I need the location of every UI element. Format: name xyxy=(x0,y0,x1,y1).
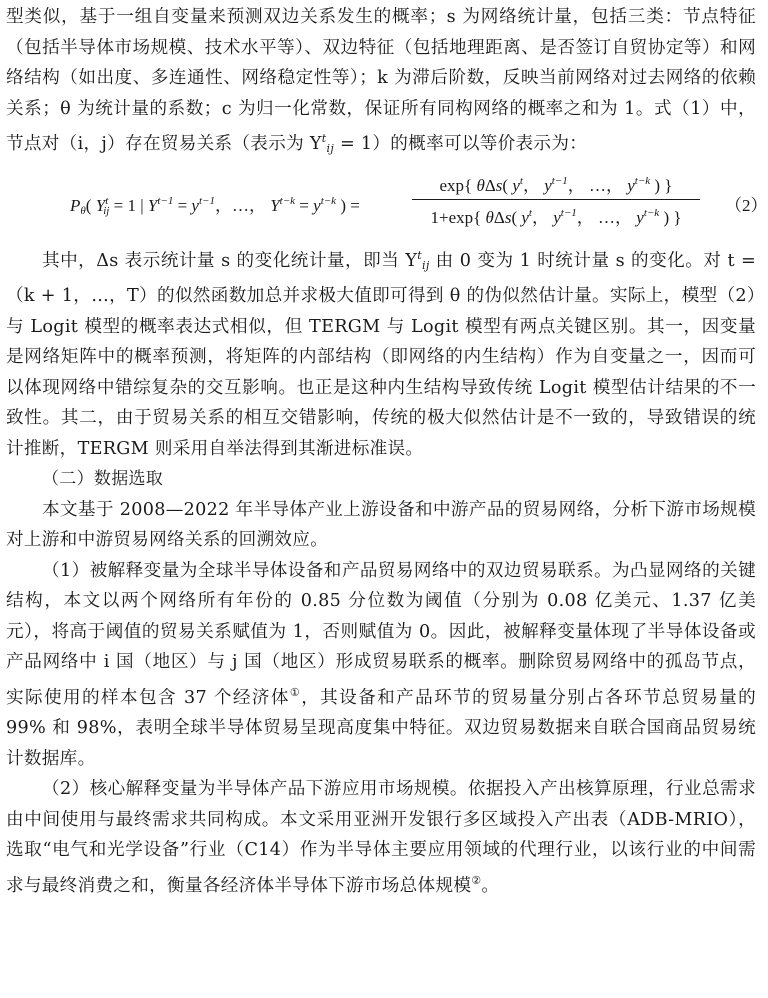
equation-lhs: $P_\theta$( $Y^t_{ij} = 1$ | $Y^{t-1} = y^{t-1}$，…， $Y^{t-k} = y^{t-k}$ ) = xyxy=(70,194,360,217)
footnote-marker-1[interactable]: ① xyxy=(289,685,302,699)
section-heading-data-selection: （二）数据选取 xyxy=(42,469,164,489)
equation-numerator: exp{ θΔs( $y^t$， $y^{t-1}$， …， $y^{t-k}$ ) } xyxy=(439,174,673,195)
paragraph-tergm-explanation: 其中，Δs 表示统计量 s 的变化统计量，即当 $Y^t_{ij}$ 由 0 变为 1 时统计量 s 的变化。对 t =（k + 1，…，T）的似然函数加总并求极大值即可得到 θ 的伪似然估计量。实际上，模型（2）与 Logit 模型的概率表达式相似，但 TERGM 与 Logit 模型有两点关键区别。其一，因变量是网络矩阵中的概率预测，将矩阵的内部结构（即网络的内生结构）作为自变量之一，因而可以体现网络中错综复杂的交互影响。也正是这种内生结构导致传统 Logit 模型估计结果的不一致性。其二，由于贸易关系的相互交错影响，传统的极大似然估计是不一致的，导致错误的统计推断，TERGM 则采用自举法得到其渐进标准误。 xyxy=(6,248,756,459)
paper-page xyxy=(0,2,768,998)
equation-number: （2） xyxy=(725,195,768,215)
paragraph-core-variable: （2）核心解释变量为半导体产品下游应用市场规模。依据投入产出核算原理，行业总需求由中间使用与最终需求共同构成。本文采用亚洲开发银行多区域投入产出表（ADB-MRIO），选取“电气和光学设备”行业（C14）作为半导体主要应用领域的代理行业，以该行业的中间需求与最终消费之和，衡量各经济体半导体下游市场总体规模②。 xyxy=(6,779,756,896)
equation-fraction xyxy=(410,171,702,228)
equation-denominator: 1+exp{ θΔs( $y^t$， $y^{t-1}$， …， $y^{t-k}$ ) } xyxy=(430,206,682,227)
equation-2 xyxy=(6,165,768,241)
paragraph-dependent-variable: （1）被解释变量为全球半导体设备和产品贸易网络中的双边贸易联系。为凸显网络的关键结构，本文以两个网络所有年份的 0.85 分位数为阈值（分别为 0.08 亿美元、1.37 亿美元），将高于阈值的贸易关系赋值为 1，否则赋值为 0。因此，被解释变量体现了半导体设备或产品网络中 i 国（地区）与 j 国（地区）形成贸易联系的概率。删除贸易网络中的孤岛节点，实际使用的样本包含 37 个经济体①，其设备和产品环节的贸易量分别占各环节总贸易量的 99% 和 98%，表明全球半导体贸易呈现高度集中特征。双边贸易数据来自联合国商品贸易统计数据库。 xyxy=(6,560,756,769)
paragraph-data-scope: 本文基于 2008—2022 年半导体产业上游设备和中游产品的贸易网络，分析下游市场规模对上游和中游贸易网络关系的回溯效应。 xyxy=(6,499,756,550)
footnote-marker-2[interactable]: ② xyxy=(471,873,482,887)
paragraph-model-description: 型类似，基于一组自变量来预测双边关系发生的概率；s 为网络统计量，包括三类：节点特征（包括半导体市场规模、技术水平等）、双边特征（包括地理距离、是否签订自贸协定等）和网络结构（如出度、多连通性、网络稳定性等）；k 为滞后阶数，反映当前网络对过去网络的依赖关系；θ 为统计量的系数；c 为归一化常数，保证所有同构网络的概率之和为 1。式（1）中，节点对（i，j）存在贸易关系（表示为 $Y^t_{ij} = 1$）的概率可以等价表示为： xyxy=(6,7,756,155)
